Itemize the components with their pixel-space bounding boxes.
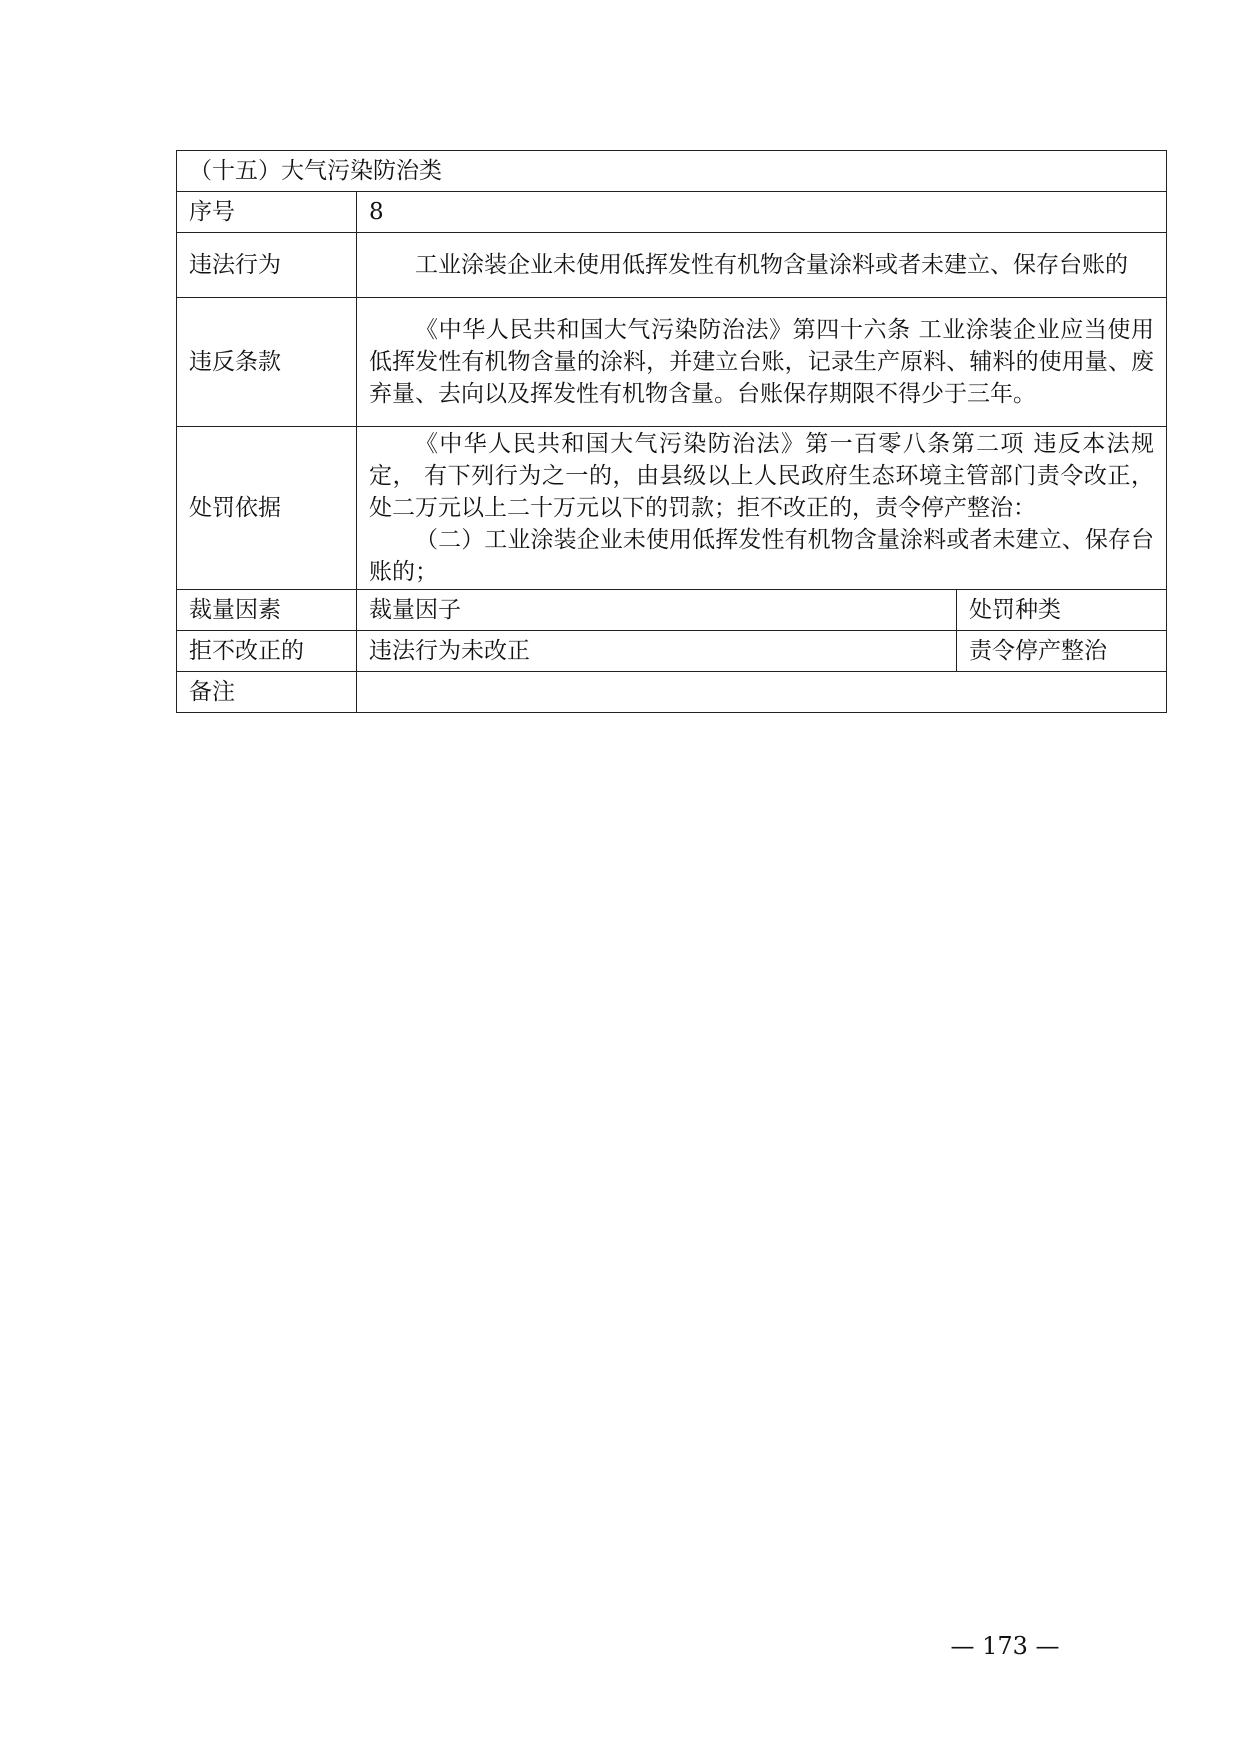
violation-value-cell	[357, 233, 1167, 298]
violation-label: 违法行为	[177, 233, 357, 298]
penalty-type-header: 处罚种类	[957, 590, 1167, 631]
violated-clause-row	[177, 298, 1167, 427]
section-title: （十五）大气污染防治类	[177, 151, 1167, 192]
serial-label: 序号	[177, 192, 357, 233]
remarks-value	[357, 672, 1167, 713]
discretion-standard-table	[176, 150, 1167, 713]
refuse-to-correct-label: 拒不改正的	[177, 631, 357, 672]
page-number: — 173 —	[950, 1632, 1060, 1660]
penalty-basis-row	[177, 427, 1167, 590]
refuse-to-correct-factor: 违法行为未改正	[357, 631, 957, 672]
remarks-label: 备注	[177, 672, 357, 713]
section-title-row	[177, 151, 1167, 192]
discretion-header-row	[177, 590, 1167, 631]
serial-row	[177, 192, 1167, 233]
violated-clause-label: 违反条款	[177, 298, 357, 427]
penalty-basis-value-cell	[357, 427, 1167, 590]
penalty-basis-paragraph-1: 《中华人民共和国大气污染防治法》第一百零八条第二项 违反本法规定， 有下列行为之一的，由县级以上人民政府生态环境主管部门责令改正，处二万元以上二十万元以下的罚款；拒不改正的，责令停产整治：	[369, 431, 1155, 521]
serial-value: 8	[357, 192, 1167, 233]
refuse-to-correct-row	[177, 631, 1167, 672]
violated-clause-value: 《中华人民共和国大气污染防治法》第四十六条 工业涂装企业应当使用低挥发性有机物含量的涂料，并建立台账，记录生产原料、辅料的使用量、废弃量、去向以及挥发性有机物含量。台账保存期限不得少于三年。	[369, 317, 1155, 407]
penalty-basis-label: 处罚依据	[177, 427, 357, 590]
violation-row	[177, 233, 1167, 298]
remarks-row	[177, 672, 1167, 713]
violated-clause-value-cell	[357, 298, 1167, 427]
violation-value: 工业涂装企业未使用低挥发性有机物含量涂料或者未建立、保存台账的	[415, 252, 1128, 278]
discretion-factor-header: 裁量因子	[357, 590, 957, 631]
discretion-factor-label: 裁量因素	[177, 590, 357, 631]
refuse-to-correct-penalty: 责令停产整治	[957, 631, 1167, 672]
penalty-basis-paragraph-2: （二）工业涂装企业未使用低挥发性有机物含量涂料或者未建立、保存台账的；	[369, 527, 1155, 585]
